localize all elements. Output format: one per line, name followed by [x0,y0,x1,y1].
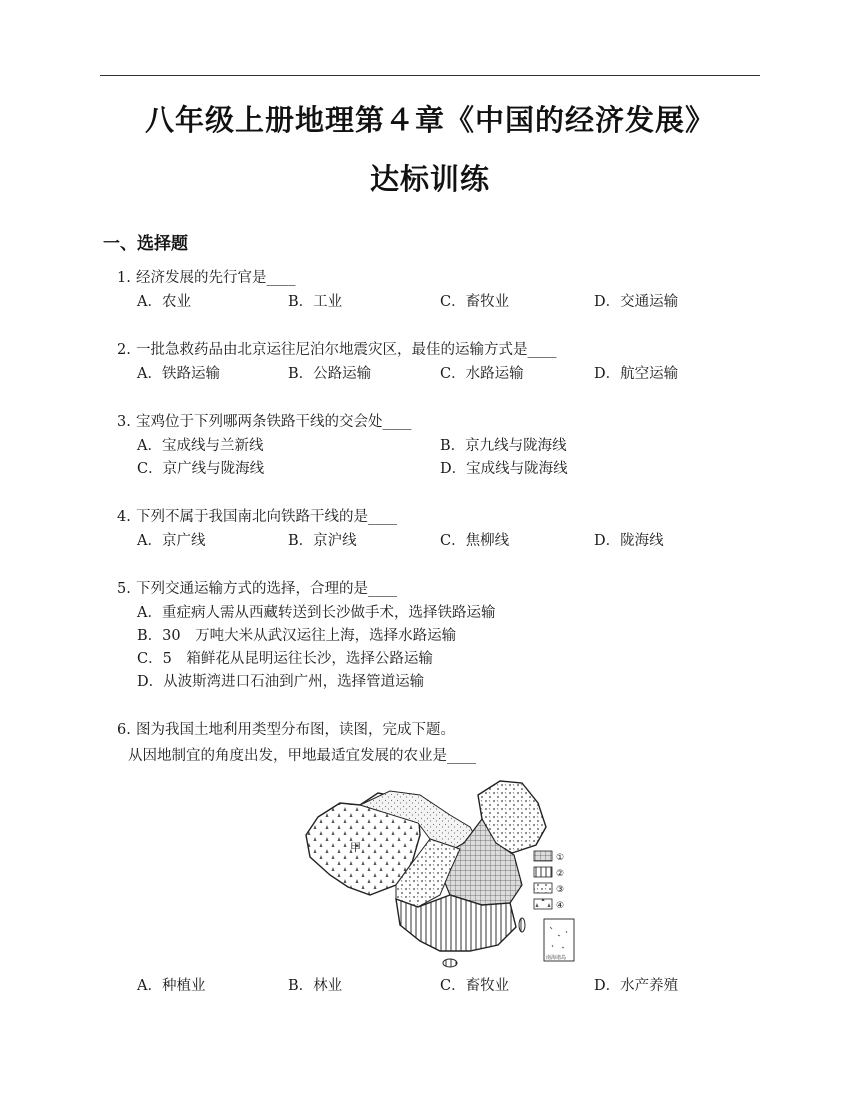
option-c: C．5 箱鲜花从昆明运往长沙，选择公路运输 [137,651,433,667]
option-d: D．从波斯湾进口石油到广州，选择管道运输 [137,674,425,690]
question-number: 6. [117,722,131,738]
question-4 [117,507,397,527]
option-a: A．宝成线与兰新线 [137,438,264,454]
page-title: 八年级上册地理第４章《中国的经济发展》 [144,103,715,137]
option-b: B．京九线与陇海线 [440,438,567,454]
option-b: B．林业 [288,978,343,994]
label-jia: 甲 [350,841,361,854]
legend-2: ② [556,869,565,879]
question-3 [117,412,412,432]
region-taiwan [519,918,525,932]
legend-3: ③ [556,885,565,895]
option-b: B．30 万吨大米从武汉运往上海，选择水路运输 [137,628,457,644]
option-b: B．京沪线 [288,533,357,549]
option-a: A．种植业 [137,978,206,994]
question-text: 一批急救药品由北京运往尼泊尔地震灾区，最佳的运输方式是____ [136,342,557,358]
legend-1: ① [556,853,565,863]
question-text: 下列不属于我国南北向铁路干线的是____ [136,509,397,525]
question-1 [117,268,296,288]
question-number: 2. [117,342,131,358]
legend-4: ④ [556,901,565,911]
question-text: 图为我国土地利用类型分布图，读图，完成下题。 [136,722,455,738]
option-b: B．工业 [288,294,343,310]
option-d: D．宝成线与陇海线 [440,461,568,477]
header-rule [100,75,760,76]
option-a: A．京广线 [137,533,206,549]
question-text: 经济发展的先行官是____ [136,270,296,286]
option-a: A．铁路运输 [137,366,220,382]
question-number: 4. [117,509,131,525]
china-land-use-map [300,775,585,970]
map-regions [306,781,546,967]
question-text: 宝鸡位于下列哪两条铁路干线的交会处____ [136,414,412,430]
question-6-subtext: 从因地制宜的角度出发，甲地最适宜发展的农业是____ [128,748,476,764]
section-heading: 一、选择题 [103,234,188,254]
south-sea-inset [544,919,574,961]
option-c: C．焦柳线 [440,533,510,549]
option-d: D．水产养殖 [594,978,679,994]
question-number: 3. [117,414,131,430]
option-d: D．交通运输 [594,294,679,310]
option-d: D．陇海线 [594,533,664,549]
question-2 [117,340,557,360]
option-b: B．公路运输 [288,366,372,382]
question-5 [117,579,397,599]
option-c: C．水路运输 [440,366,524,382]
region-hainan [443,959,457,967]
option-a: A．农业 [137,294,191,310]
option-c: C．京广线与陇海线 [137,461,265,477]
question-number: 1. [117,270,131,286]
question-text: 下列交通运输方式的选择，合理的是____ [136,581,397,597]
option-a: A．重症病人需从西藏转送到长沙做手术，选择铁路运输 [137,605,496,621]
inset-label: 南海诸岛 [546,955,567,961]
question-number: 5. [117,581,131,597]
page-subtitle: 达标训练 [369,162,490,196]
option-c: C．畜牧业 [440,978,510,994]
question-6 [117,720,455,740]
option-c: C．畜牧业 [440,294,510,310]
option-d: D．航空运输 [594,366,679,382]
map-legend [534,851,564,911]
